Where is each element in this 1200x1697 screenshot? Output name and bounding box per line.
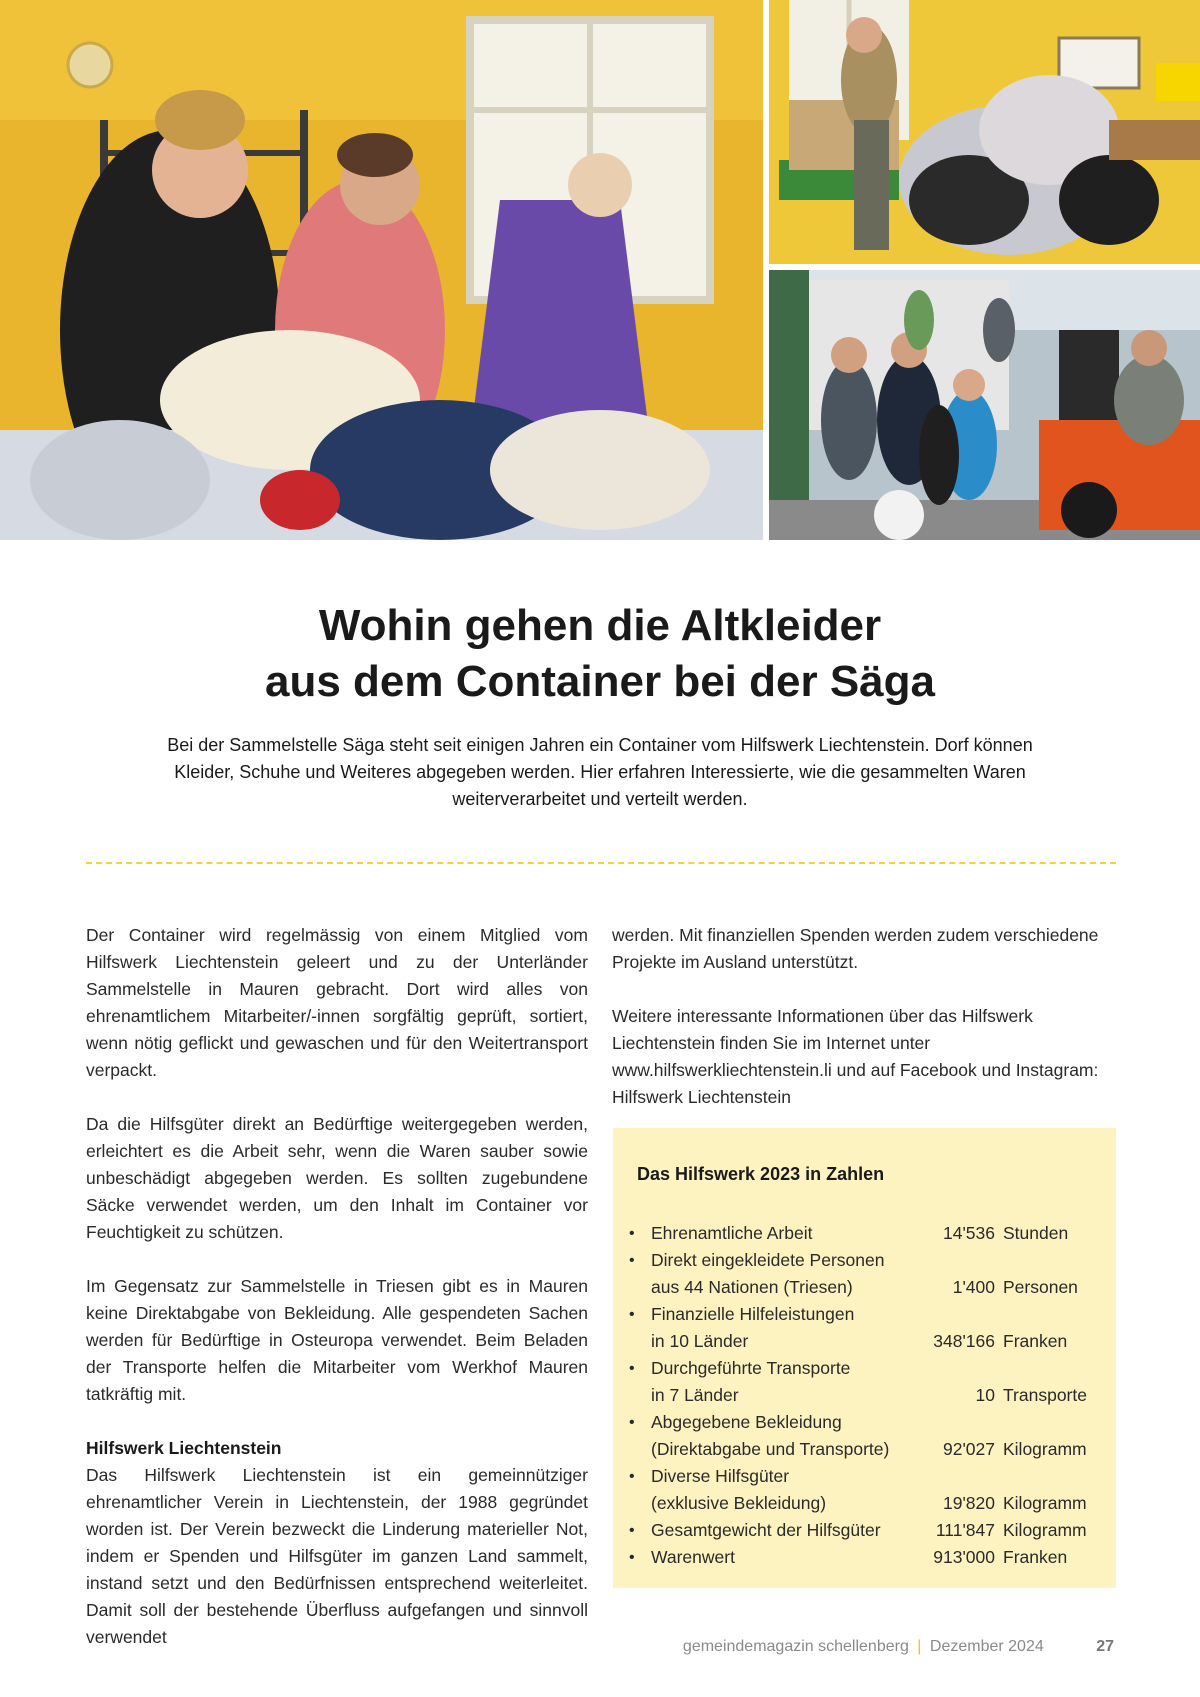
facts-item-value: 92'027 <box>942 1439 995 1459</box>
body-paragraph: Da die Hilfsgüter direkt an Bedürftige weitergegeben werden, erleichtert es die Arbeit sehr, wenn die Waren sauber sowie unbeschädigt abgegeben werden. Es sollten zugebundene Säcke verwendet werden, um den Inhalt im Container vor Feuchtigkeit zu schützen. <box>86 1114 588 1242</box>
facts-box <box>613 1128 1116 1588</box>
bullet-icon: • <box>629 1468 635 1485</box>
facts-item-label <box>651 1355 909 1409</box>
facts-item-unit: Kilogramm <box>1003 1439 1087 1459</box>
bullet-icon: • <box>629 1522 635 1539</box>
footer-issue-date: Dezember 2024 <box>929 1638 1044 1655</box>
dashed-divider <box>86 862 1116 864</box>
footer-magazine-name: gemeindemagazin schellenberg <box>682 1638 909 1655</box>
body-paragraph-links: Weitere interessante Informationen über das Hilfswerk Liechtenstein finden Sie im Internet unter www.hilfswerkliechtenstein.li und auf Facebook und Instagram: Hilfswerk Liechtenstein <box>612 1006 1099 1107</box>
yellow-page-tab <box>1156 63 1200 101</box>
facts-item <box>629 1301 1099 1355</box>
footer-separator: | <box>917 1638 922 1655</box>
facts-item <box>629 1463 1099 1517</box>
facts-item-label-line: Gesamtgewicht der Hilfsgüter <box>651 1520 881 1540</box>
bullet-icon: • <box>629 1360 635 1377</box>
facts-item-label <box>651 1247 909 1301</box>
facts-item-label-line: Warenwert <box>651 1547 735 1567</box>
bullet-icon: • <box>629 1225 635 1242</box>
body-paragraph: Der Container wird regelmässig von einem Mitglied vom Hilfswerk Liechtenstein geleert und zu der Unterländer Sammelstelle in Mauren gebracht. Dort wird alles von ehrenamtlichem Mitarbeiter/-innen sorgfältig geprüft, sortiert, wenn nötig geflickt und gewaschen und für den Weitertransport verpackt. <box>86 925 588 1080</box>
facts-item <box>629 1247 1099 1301</box>
facts-item-unit: Stunden <box>1003 1223 1069 1243</box>
bullet-icon: • <box>629 1306 635 1323</box>
body-column-right <box>612 922 1118 1138</box>
facts-item <box>629 1409 1099 1463</box>
facts-item-unit: Kilogramm <box>1003 1520 1087 1540</box>
facts-item-value: 348'166 <box>933 1331 995 1351</box>
bullet-icon: • <box>629 1414 635 1431</box>
facts-item-value: 10 <box>975 1385 995 1405</box>
facts-item-label <box>651 1463 909 1517</box>
facts-item <box>629 1544 1099 1571</box>
facts-item-label-line: in 7 Länder <box>651 1385 739 1405</box>
facts-item-value: 913'000 <box>933 1547 995 1567</box>
facts-item-label-line: Durchgeführte Transporte <box>651 1358 851 1378</box>
facts-item-unit: Personen <box>1003 1277 1078 1297</box>
facts-item-value: 19'820 <box>942 1493 995 1513</box>
facts-item-label-line: Ehrenamtliche Arbeit <box>651 1223 813 1243</box>
facts-item <box>629 1220 1099 1247</box>
facts-item-unit: Franken <box>1003 1331 1068 1351</box>
section-heading: Hilfswerk Liechtenstein <box>86 1438 282 1458</box>
facts-item-value: 111'847 <box>935 1520 995 1540</box>
photo-volunteers-sorting-clothes <box>0 0 763 540</box>
article-lead: Bei der Sammelstelle Säga steht seit einigen Jahren ein Container vom Hilfswerk Liechtenstein. Dorf können Kleider, Schuhe und Weiteres abgegeben werden. Hier erfahren Interessierte, wie die gesammelten Waren weiterverarbeitet und verteilt werden. <box>167 735 1033 809</box>
facts-item-label-line: Diverse Hilfsgüter <box>651 1466 790 1486</box>
facts-item-label-line: Direkt eingekleidete Personen <box>651 1250 885 1270</box>
facts-item-label-line: Abgegebene Bekleidung <box>651 1412 842 1432</box>
bullet-icon: • <box>629 1252 635 1269</box>
facts-item-label <box>651 1409 909 1463</box>
body-paragraph: Im Gegensatz zur Sammelstelle in Triesen gibt es in Mauren keine Direktabgabe von Bekleidung. Alle gespendeten Sachen werden für Bedürftige in Osteuropa verwendet. Beim Beladen der Transporte helfen die Mitarbeiter vom Werkhof Mauren tatkräftig mit. <box>86 1276 588 1404</box>
facts-item-label <box>651 1544 909 1571</box>
page-footer <box>683 1638 1114 1656</box>
facts-item-label-line: in 10 Länder <box>651 1331 749 1351</box>
body-column-left <box>86 922 588 1651</box>
facts-item-label-line: (exklusive Bekleidung) <box>651 1493 827 1513</box>
facts-title: Das Hilfswerk 2023 in Zahlen <box>637 1164 885 1184</box>
facts-item-label <box>651 1220 909 1247</box>
facts-item-unit: Kilogramm <box>1003 1493 1087 1513</box>
body-paragraph: Das Hilfswerk Liechtenstein ist ein gemeinnütziger ehrenamtlicher Verein in Liechtenstein, der 1988 gegründet worden ist. Der Verein bezweckt die Linderung materieller Not, indem er Spenden und Hilfsgüter im ganzen Land sammelt, instand setzt und den Bedürfnissen entsprechend weiterleitet. Damit soll der bestehende Überfluss aufgefangen und sinnvoll verwendet <box>86 1465 588 1647</box>
facts-item-unit: Franken <box>1003 1547 1068 1567</box>
facts-item-value: 1'400 <box>952 1277 995 1297</box>
article-title-line-2: aus dem Container bei der Säga <box>265 657 935 706</box>
article-title-line-1: Wohin gehen die Altkleider <box>318 601 882 650</box>
facts-item-label <box>651 1517 909 1544</box>
facts-list <box>629 1220 1099 1571</box>
facts-item-label-line: aus 44 Nationen (Triesen) <box>651 1277 853 1297</box>
page-number: 27 <box>1096 1638 1114 1655</box>
photo-man-sorting-bags <box>769 0 1200 264</box>
photo-team-with-forklift <box>769 270 1200 540</box>
facts-item <box>629 1355 1099 1409</box>
facts-item-value: 14'536 <box>942 1223 995 1243</box>
facts-item-label <box>651 1301 909 1355</box>
facts-item-label-line: Finanzielle Hilfeleistungen <box>651 1304 855 1324</box>
facts-item-label-line: (Direktabgabe und Transporte) <box>651 1439 890 1459</box>
facts-item-unit: Transporte <box>1003 1385 1087 1405</box>
facts-item <box>629 1517 1099 1544</box>
body-paragraph: werden. Mit finanziellen Spenden werden zudem verschiedene Projekte im Ausland unterstützt. <box>612 925 1099 972</box>
article-title <box>120 598 1080 710</box>
bullet-icon: • <box>629 1549 635 1566</box>
